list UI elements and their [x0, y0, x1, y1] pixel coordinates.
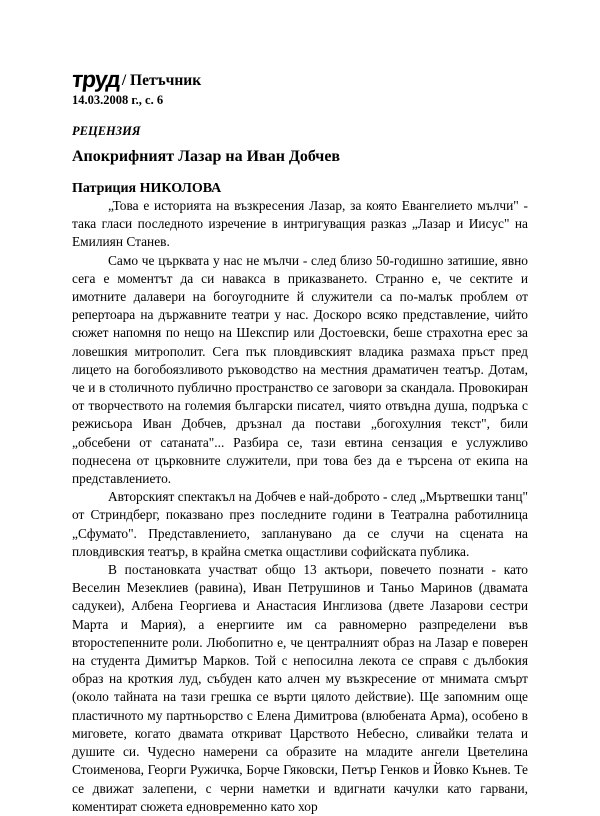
article-title: Апокрифният Лазар на Иван Добчев — [72, 148, 341, 165]
paragraph: „Това е историята на възкресения Лазар, за която Евангелието мълчи" - така гласи последното изречение в интригуващия разказ „Лазар и Иисус" на Емилиян Станев. — [72, 198, 528, 250]
paragraph: В постановката участват общо 13 актьори, повечето познати - като Веселин Мезеклиев (равина), Иван Петрушинов и Таньо Маринов (двамата садукеи), Албена Георгиева и Анастасия Инглизова (двете Лазарови сестри Марта и Мария), а енергиите им са равномерно разпределени във второстепенните роли. Любопитно е, че централният образ на Лазар е поверен на студента Димитър Марков. Той с непосилна лекота се справя с дълбокия образ на кроткия луд, събуден като алчен му възкресение от мнимата смърт (около тайната на тази грешка се върти цялото действие). Ще запомним още пластичното му партньорство с Елена Димитрова (влюбената Арма), особено в миговете, когато двамата откриват Царството Небесно, сливайки телата и душите си. Чудесно намерени са образите на младите ангели Цветелина Стоименова, Георги Ружичка, Борче Гяковски, Петър Генков и Йовко Кънев. Те се движат залепени, с черни наметки и вдигнати качулки като гарвани, коментират сюжета едновременно като хор — [72, 562, 528, 814]
publication-name: / Петъчник — [121, 72, 202, 89]
newspaper-logo: труд — [70, 66, 122, 92]
paragraph: Авторският спектакъл на Добчев е най-доброто - след „Мъртвешки танц" от Стриндберг, показвано през последните години в Театрална работилница „Сфумато". Представлението, запланувано да се случи на сцената на пловдивския театър, в крайна сметка ощастливи софийската публика. — [72, 489, 528, 559]
article-author: Патриция НИКОЛОВА — [72, 181, 222, 196]
article-body — [72, 197, 528, 816]
masthead — [72, 64, 201, 90]
section-label: РЕЦЕНЗИЯ — [72, 124, 141, 138]
dateline: 14.03.2008 г., с. 6 — [72, 93, 164, 107]
paragraph: Само че църквата у нас не мълчи - след близо 50-годишно затишие, явно сега е моментът да си навакса в приказването. Странно е, че сектите и имотните далавери на богоугодните й служители са по-малък проблем от репертоара на държавните театри у нас. Доскоро всяко представление, чийто сюжет напомня по нещо на Шекспир или Достоевски, беше страхотна ерес за ловешкия митрополит. Сега пък пловдивският владика размаха пръст пред лицето на богобоязливото ръководство на местния драматичен театър. Дотам, че и в столичното публично пространство се заговори за скандала. Провокиран от творчеството на големия български писател, чиято отвъдна душа, подръка с режисьора Иван Добчев, дръзнал да постави „богохулния текст", били „обсебени от сатаната"... Разбира се, тази евтина сензация е услужливо поднесена от църковните служители, при това без да е търсена от екипа на представлението. — [72, 252, 528, 487]
